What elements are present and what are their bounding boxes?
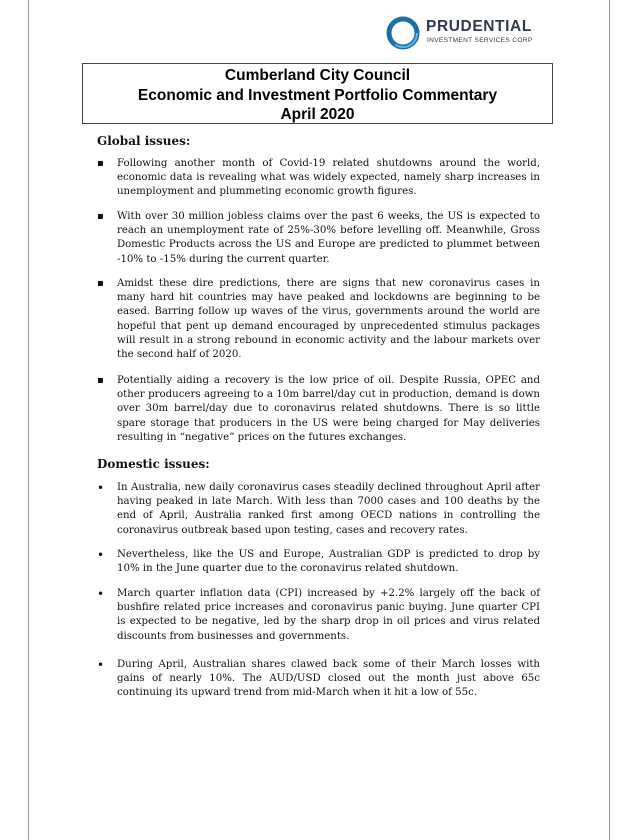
list-item — [97, 548, 540, 576]
list-item — [97, 481, 540, 538]
domestic-issues-heading: Domestic issues: — [97, 457, 210, 471]
logo-name: PRUDENTIAL — [426, 18, 532, 35]
global-item-4: Potentially aiding a recovery is the low price of oil. Despite Russia, OPEC and other producers agreeing to a 10m barrel/day cut in production, demand is down over 30m barrel/day due to coronavirus related shutdowns. There is so little spare storage that producers in the US were being charged for May deliveries resulting in “negative” prices on the futures exchanges. — [117, 375, 540, 443]
company-logo — [386, 16, 546, 52]
list-item — [97, 157, 540, 200]
list-item — [97, 374, 540, 445]
global-item-3: Amidst these dire predictions, there are signs that new coronavirus cases in many hard hit countries may have peaked and lockdowns are beginning to be eased. Barring follow up waves of the virus, governments around the world are hopeful that pent up demand encouraged by unprecedented stimulus packages will result in a strong rebound in economic activity and the labour markets over the second half of 2020. — [117, 278, 540, 361]
domestic-item-3: March quarter inflation data (CPI) increased by +2.2% largely off the back of bushfire related price increases and coronavirus panic buying. June quarter CPI is expected to be negative, led by the sharp drop in oil prices and virus related discounts from businesses and governments. — [117, 588, 540, 642]
round-bullet-icon — [97, 548, 104, 564]
square-bullet-icon — [97, 374, 104, 388]
global-item-1: Following another month of Covid-19 related shutdowns around the world, economic data is revealing what was widely expected, namely sharp increases in unemployment and plummeting economic growth figures. — [117, 158, 540, 198]
square-bullet-icon — [97, 157, 104, 171]
document-title — [82, 63, 553, 124]
round-bullet-icon — [97, 658, 104, 674]
global-issues-heading: Global issues: — [97, 134, 191, 148]
square-bullet-icon — [97, 277, 104, 291]
round-bullet-icon — [97, 481, 104, 497]
global-item-2: With over 30 million jobless claims over the past 6 weeks, the US is expected to reach an unemployment rate of 25%-30% before levelling off. Meanwhile, Gross Domestic Products across the US and Europe are predicted to plummet between -10% to -15% during the current quarter. — [117, 211, 540, 265]
square-bullet-icon — [97, 210, 104, 224]
logo-subtitle: INVESTMENT SERVICES CORP — [427, 37, 533, 44]
domestic-item-2: Nevertheless, like the US and Europe, Australian GDP is predicted to drop by 10% in the June quarter due to the coronavirus related shutdown. — [117, 549, 540, 575]
prudential-ring-icon — [386, 16, 420, 50]
list-item — [97, 210, 540, 267]
domestic-item-1: In Australia, new daily coronavirus cases steadily declined throughout April after having peaked in late March. With less than 7000 cases and 100 deaths by the end of April, Australia ranked first among OECD nations in controlling the coronavirus outbreak based upon testing, cases and recovery rates. — [117, 482, 540, 536]
round-bullet-icon — [97, 587, 104, 603]
list-item — [97, 658, 540, 701]
title-line-1: Cumberland City Council — [224, 67, 411, 84]
list-item — [97, 277, 540, 362]
list-item — [97, 587, 540, 644]
title-line-2: Economic and Investment Portfolio Commentary — [137, 86, 498, 104]
title-line-3: April 2020 — [280, 106, 355, 123]
domestic-item-4: During April, Australian shares clawed back some of their March losses with gains of nearly 10%. The AUD/USD closed out the month just above 65c continuing its upward trend from mid-March when it hit a low of 55c. — [117, 659, 540, 699]
